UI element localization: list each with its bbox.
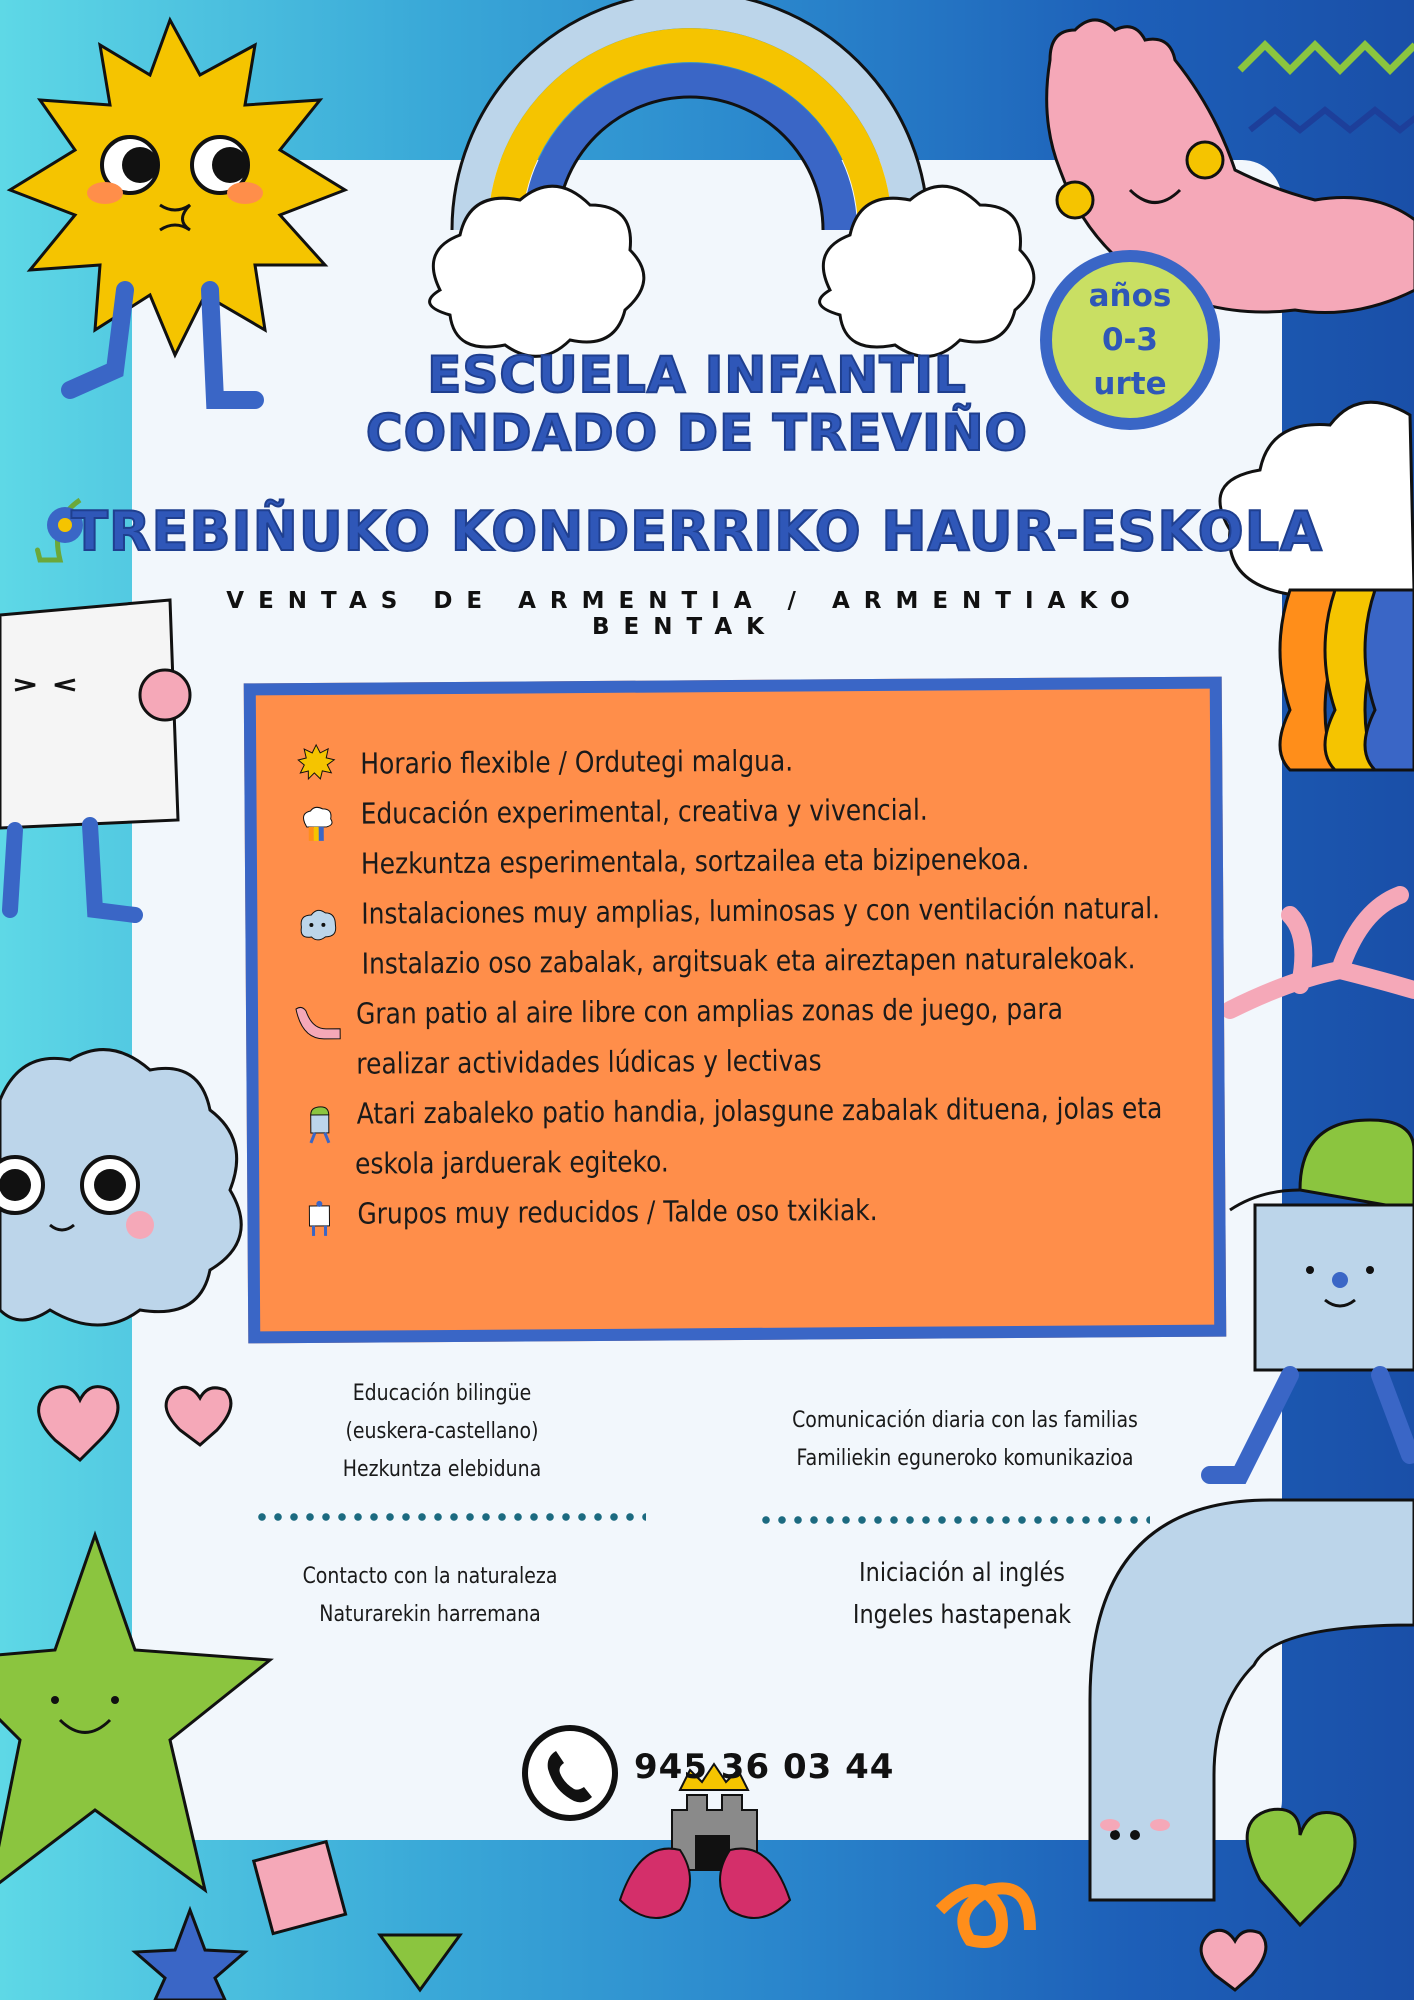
dotted-divider (758, 1515, 1150, 1525)
info-line: Familiekin eguneroko komunikazioa (796, 1446, 1134, 1471)
feature-line: Horario flexible / Ordutegi malgua. (360, 743, 794, 781)
info-nature (275, 1558, 585, 1634)
info-line: Ingeles hastapenak (852, 1600, 1072, 1630)
cloud-character-icon (0, 1050, 241, 1325)
location-subtitle: VENTAS DE ARMENTIA / ARMENTIAKO BENTAK (226, 588, 1144, 640)
dotted-divider (254, 1512, 646, 1522)
info-line: Naturarekin harremana (319, 1602, 541, 1627)
feature-line: Instalaciones muy amplias, luminosas y con ventilación natural. (361, 891, 1161, 931)
feature-line: Gran patio al aire libre con amplias zonas de juego, para (355, 991, 1064, 1031)
features-box (244, 677, 1227, 1344)
coral-icon (1230, 895, 1414, 1010)
info-communication (767, 1402, 1163, 1478)
info-english (824, 1552, 1099, 1636)
info-line: (euskera-castellano) (345, 1419, 539, 1444)
coat-of-arms-icon (620, 1764, 790, 1918)
feature-line: Educación experimental, creativa y vivencial. (360, 792, 928, 831)
age-badge-line1: años (1088, 278, 1172, 314)
age-badge-line2: 0-3 (1101, 322, 1158, 358)
feature-line: realizar actividades lúdicas y lectivas (356, 1043, 822, 1081)
feature-line: Atari zabaleko patio handia, jolasgune zabalak dituena, jolas eta (356, 1091, 1163, 1131)
title-basque: TREBIÑUKO KONDERRIKO HAUR-ESKOLA (71, 500, 1323, 563)
feature-line: Grupos muy reducidos / Talde oso txikiak. (357, 1193, 878, 1231)
title-spanish-line1: ESCUELA INFANTIL (427, 346, 967, 404)
age-badge-line3: urte (1093, 366, 1167, 402)
feature-line: Instalazio oso zabalak, argitsuak eta aireztapen naturalekoak. (361, 941, 1136, 981)
arm-icon (290, 1003, 342, 1043)
sun-character-icon (10, 20, 345, 400)
info-line: Educación bilingüe (352, 1381, 532, 1406)
rainbow-cloud-icon (297, 805, 337, 845)
phone-icon[interactable] (522, 1725, 618, 1821)
info-line: Iniciación al inglés (859, 1558, 1065, 1588)
info-bilingual (304, 1375, 579, 1489)
phone-number[interactable]: 945 36 03 44 (634, 1747, 895, 1787)
cap-character-icon (1210, 1120, 1414, 1475)
box-character-icon (299, 1105, 339, 1145)
info-line: Hezkuntza elebiduna (342, 1457, 542, 1482)
title-spanish-line2: CONDADO DE TREVIÑO (365, 404, 1029, 462)
bottom-shapes-icon (135, 1842, 1030, 2000)
arch-character-icon (1090, 1500, 1414, 1925)
feature-line: eskola jarduerak egiteko. (354, 1144, 669, 1181)
cloud-icon (430, 186, 1034, 356)
sun-icon (296, 743, 336, 783)
square-character-icon (299, 1200, 339, 1240)
info-line: Comunicación diaria con las familias (792, 1408, 1138, 1433)
feature-line: Hezkuntza esperimentala, sortzailea eta bizipenekoa. (360, 841, 1030, 881)
info-line: Contacto con la naturaleza (302, 1564, 558, 1589)
star-character-icon (0, 1535, 270, 1890)
cloud-face-icon (297, 905, 337, 945)
age-badge (1040, 250, 1220, 430)
